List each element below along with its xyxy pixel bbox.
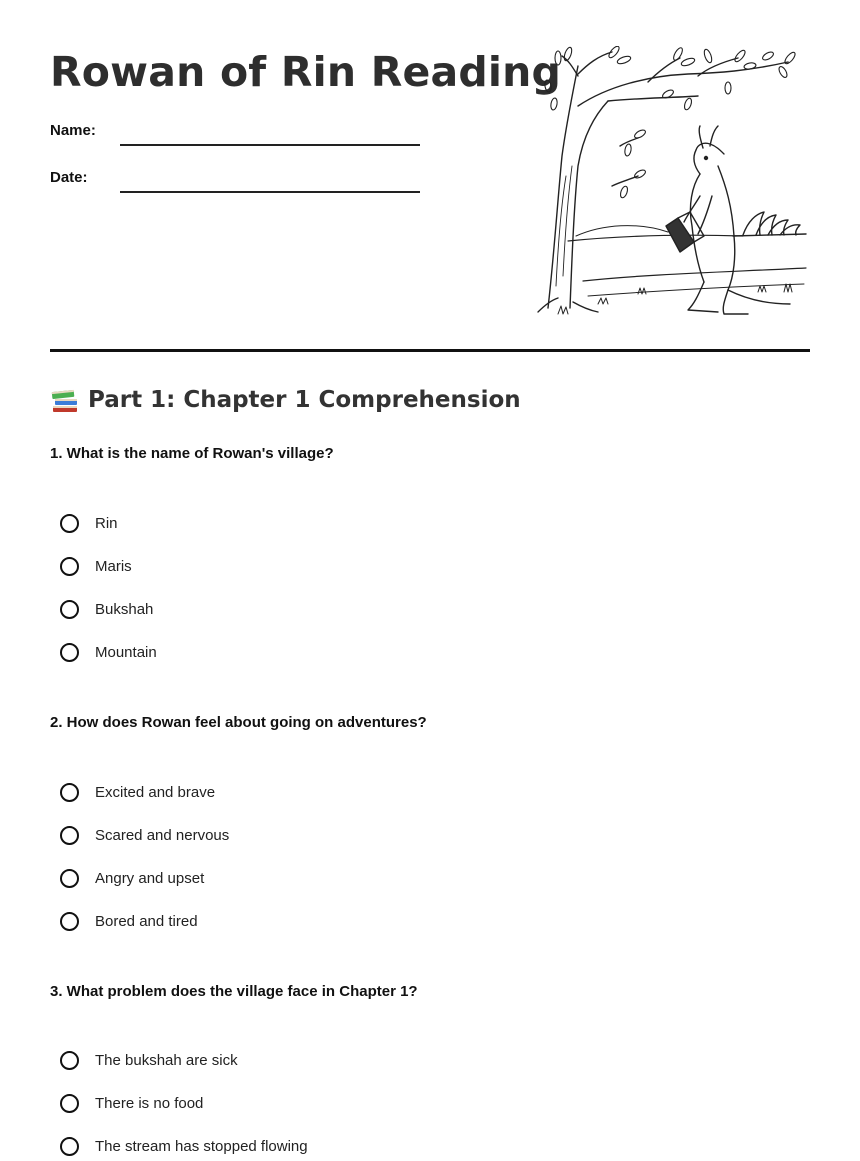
option-label: The stream has stopped flowing xyxy=(95,1137,308,1155)
option-label: Bukshah xyxy=(95,600,154,618)
date-label: Date: xyxy=(50,169,88,186)
name-label: Name: xyxy=(50,122,96,139)
kangaroo-reading-illustration xyxy=(528,46,810,322)
q1-option-3[interactable] xyxy=(60,594,153,624)
name-write-line[interactable] xyxy=(120,144,420,146)
name-field xyxy=(50,122,430,152)
date-field xyxy=(50,169,430,199)
option-label: The bukshah are sick xyxy=(95,1051,238,1069)
radio-button[interactable] xyxy=(60,557,79,576)
q2-option-1[interactable] xyxy=(60,777,215,807)
q1-option-1[interactable] xyxy=(60,508,118,538)
radio-button[interactable] xyxy=(60,600,79,619)
option-label: Mountain xyxy=(95,643,157,661)
page-title: Rowan of Rin Reading xyxy=(50,48,562,96)
option-label: Rin xyxy=(95,514,118,532)
q3-option-3[interactable] xyxy=(60,1131,308,1161)
option-label: Excited and brave xyxy=(95,783,216,801)
radio-button[interactable] xyxy=(60,1051,79,1070)
q1-option-4[interactable] xyxy=(60,637,157,667)
date-write-line[interactable] xyxy=(120,191,420,193)
radio-button[interactable] xyxy=(60,869,79,888)
q2-option-3[interactable] xyxy=(60,863,204,893)
option-label: Bored and tired xyxy=(95,912,198,930)
header-divider xyxy=(50,349,810,352)
option-label: Maris xyxy=(95,557,132,575)
question-2: 2. How does Rowan feel about going on adventures? xyxy=(50,714,427,731)
radio-button[interactable] xyxy=(60,514,79,533)
section-title: Part 1: Chapter 1 Comprehension xyxy=(88,387,521,413)
radio-button[interactable] xyxy=(60,1094,79,1113)
option-label: Scared and nervous xyxy=(95,826,230,844)
q1-option-2[interactable] xyxy=(60,551,132,581)
books-icon xyxy=(50,386,80,414)
question-3: 3. What problem does the village face in Chapter 1? xyxy=(50,983,418,1000)
question-1: 1. What is the name of Rowan's village? xyxy=(50,445,334,462)
option-label: Angry and upset xyxy=(95,869,205,887)
q2-option-2[interactable] xyxy=(60,820,229,850)
radio-button[interactable] xyxy=(60,1137,79,1156)
radio-button[interactable] xyxy=(60,912,79,931)
option-label: There is no food xyxy=(95,1094,204,1112)
section-heading xyxy=(50,386,521,414)
q2-option-4[interactable] xyxy=(60,906,198,936)
radio-button[interactable] xyxy=(60,643,79,662)
radio-button[interactable] xyxy=(60,783,79,802)
q3-option-1[interactable] xyxy=(60,1045,238,1075)
radio-button[interactable] xyxy=(60,826,79,845)
q3-option-2[interactable] xyxy=(60,1088,203,1118)
